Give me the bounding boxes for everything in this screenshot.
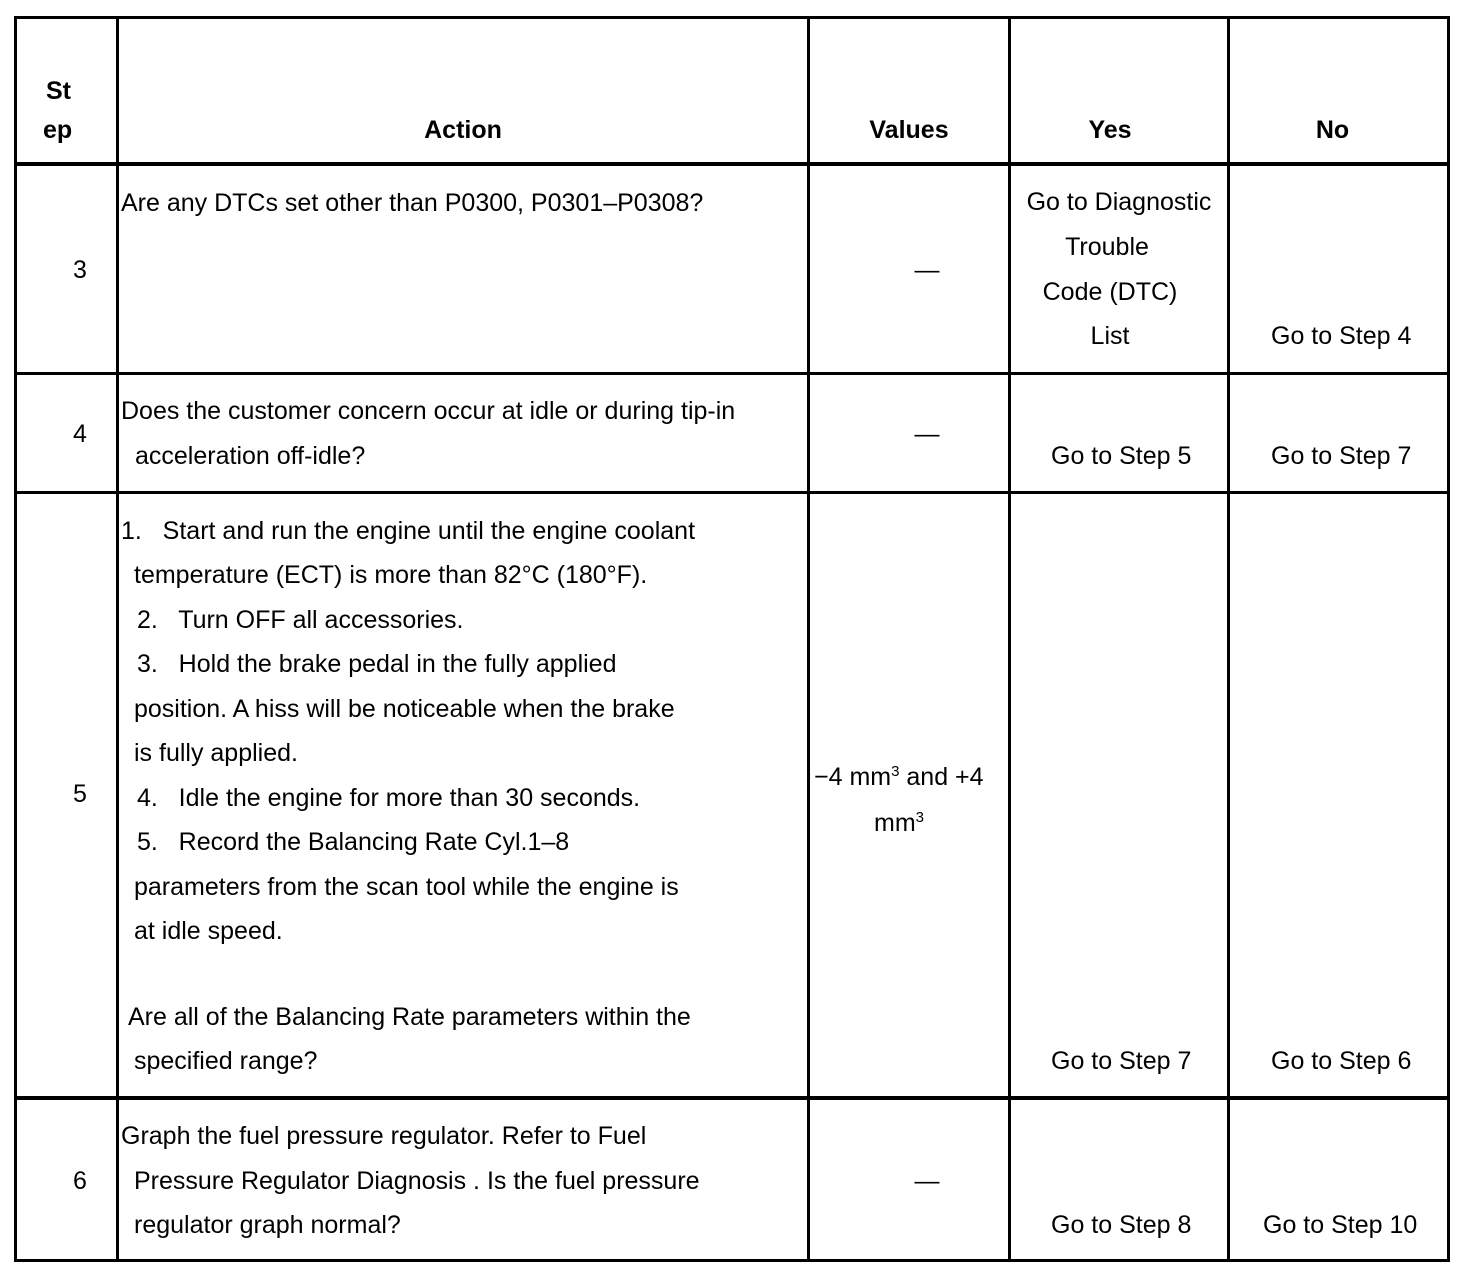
- yes-result: Go to Diagnostic: [1026, 188, 1212, 216]
- header-yes: Yes: [1088, 116, 1132, 144]
- step-number: 5: [73, 780, 87, 808]
- value-text: —: [914, 1167, 940, 1195]
- no-result: Go to Step 10: [1263, 1211, 1418, 1239]
- action-text: position. A hiss will be noticeable when the brake: [134, 695, 675, 723]
- header-divider: [14, 162, 1450, 166]
- column-divider: [1227, 16, 1230, 1262]
- row-divider: [14, 372, 1450, 375]
- no-result: Go to Step 7: [1271, 442, 1412, 470]
- action-text: parameters from the scan tool while the engine is: [134, 873, 679, 901]
- action-text: Does the customer concern occur at idle or during tip-in: [121, 397, 736, 425]
- header-action: Action: [424, 116, 502, 144]
- yes-result: Code (DTC): [1042, 278, 1178, 306]
- action-text: acceleration off-idle?: [135, 442, 366, 470]
- value-text: −4 $mm^3$ and +4: [814, 763, 984, 791]
- action-text: at idle speed.: [134, 917, 283, 945]
- yes-result: Go to Step 8: [1051, 1211, 1192, 1239]
- row-divider: [14, 491, 1450, 494]
- action-text: 2. Turn OFF all accessories.: [137, 606, 464, 634]
- action-text: 1. Start and run the engine until the engine coolant: [121, 517, 696, 545]
- header-no: No: [1315, 116, 1350, 144]
- table-border-right: [1447, 16, 1450, 1262]
- action-text: regulator graph normal?: [134, 1211, 401, 1239]
- table-border-left: [14, 16, 17, 1262]
- step-number: 3: [73, 256, 87, 284]
- yes-result: Go to Step 5: [1051, 442, 1192, 470]
- action-text: 5. Record the Balancing Rate Cyl.1–8: [137, 828, 570, 856]
- action-text: specified range?: [134, 1047, 318, 1075]
- row-divider: [14, 1096, 1450, 1100]
- action-text: Pressure Regulator Diagnosis . Is the fuel pressure: [134, 1167, 700, 1195]
- header-step-line2: ep: [43, 116, 73, 144]
- header-step-line1: St: [46, 77, 71, 105]
- no-result: Go to Step 6: [1271, 1047, 1412, 1075]
- action-text: Are any DTCs set other than P0300, P0301–P0308?: [121, 189, 704, 217]
- value-text: —: [914, 420, 940, 448]
- step-number: 4: [73, 420, 87, 448]
- action-text: 4. Idle the engine for more than 30 seconds.: [137, 784, 641, 812]
- yes-result: Trouble: [1065, 233, 1149, 261]
- table-border-bottom: [14, 1259, 1450, 1262]
- column-divider: [116, 16, 119, 1262]
- yes-result: Go to Step 7: [1051, 1047, 1192, 1075]
- diagnostic-table: [14, 16, 1450, 1262]
- no-result: Go to Step 4: [1271, 322, 1412, 350]
- action-text: 3. Hold the brake pedal in the fully applied: [137, 650, 617, 678]
- action-text: is fully applied.: [134, 739, 298, 767]
- header-values: Values: [869, 116, 949, 144]
- action-text: Graph the fuel pressure regulator. Refer to Fuel: [121, 1122, 647, 1150]
- column-divider: [807, 16, 810, 1262]
- value-text: $mm^3$: [874, 809, 924, 837]
- yes-result: List: [1090, 322, 1130, 350]
- action-text: temperature (ECT) is more than 82°C (180°F).: [134, 561, 648, 589]
- step-number: 6: [73, 1167, 87, 1195]
- value-text: —: [914, 256, 940, 284]
- table-border-top: [14, 16, 1450, 19]
- action-text: Are all of the Balancing Rate parameters within the: [128, 1003, 691, 1031]
